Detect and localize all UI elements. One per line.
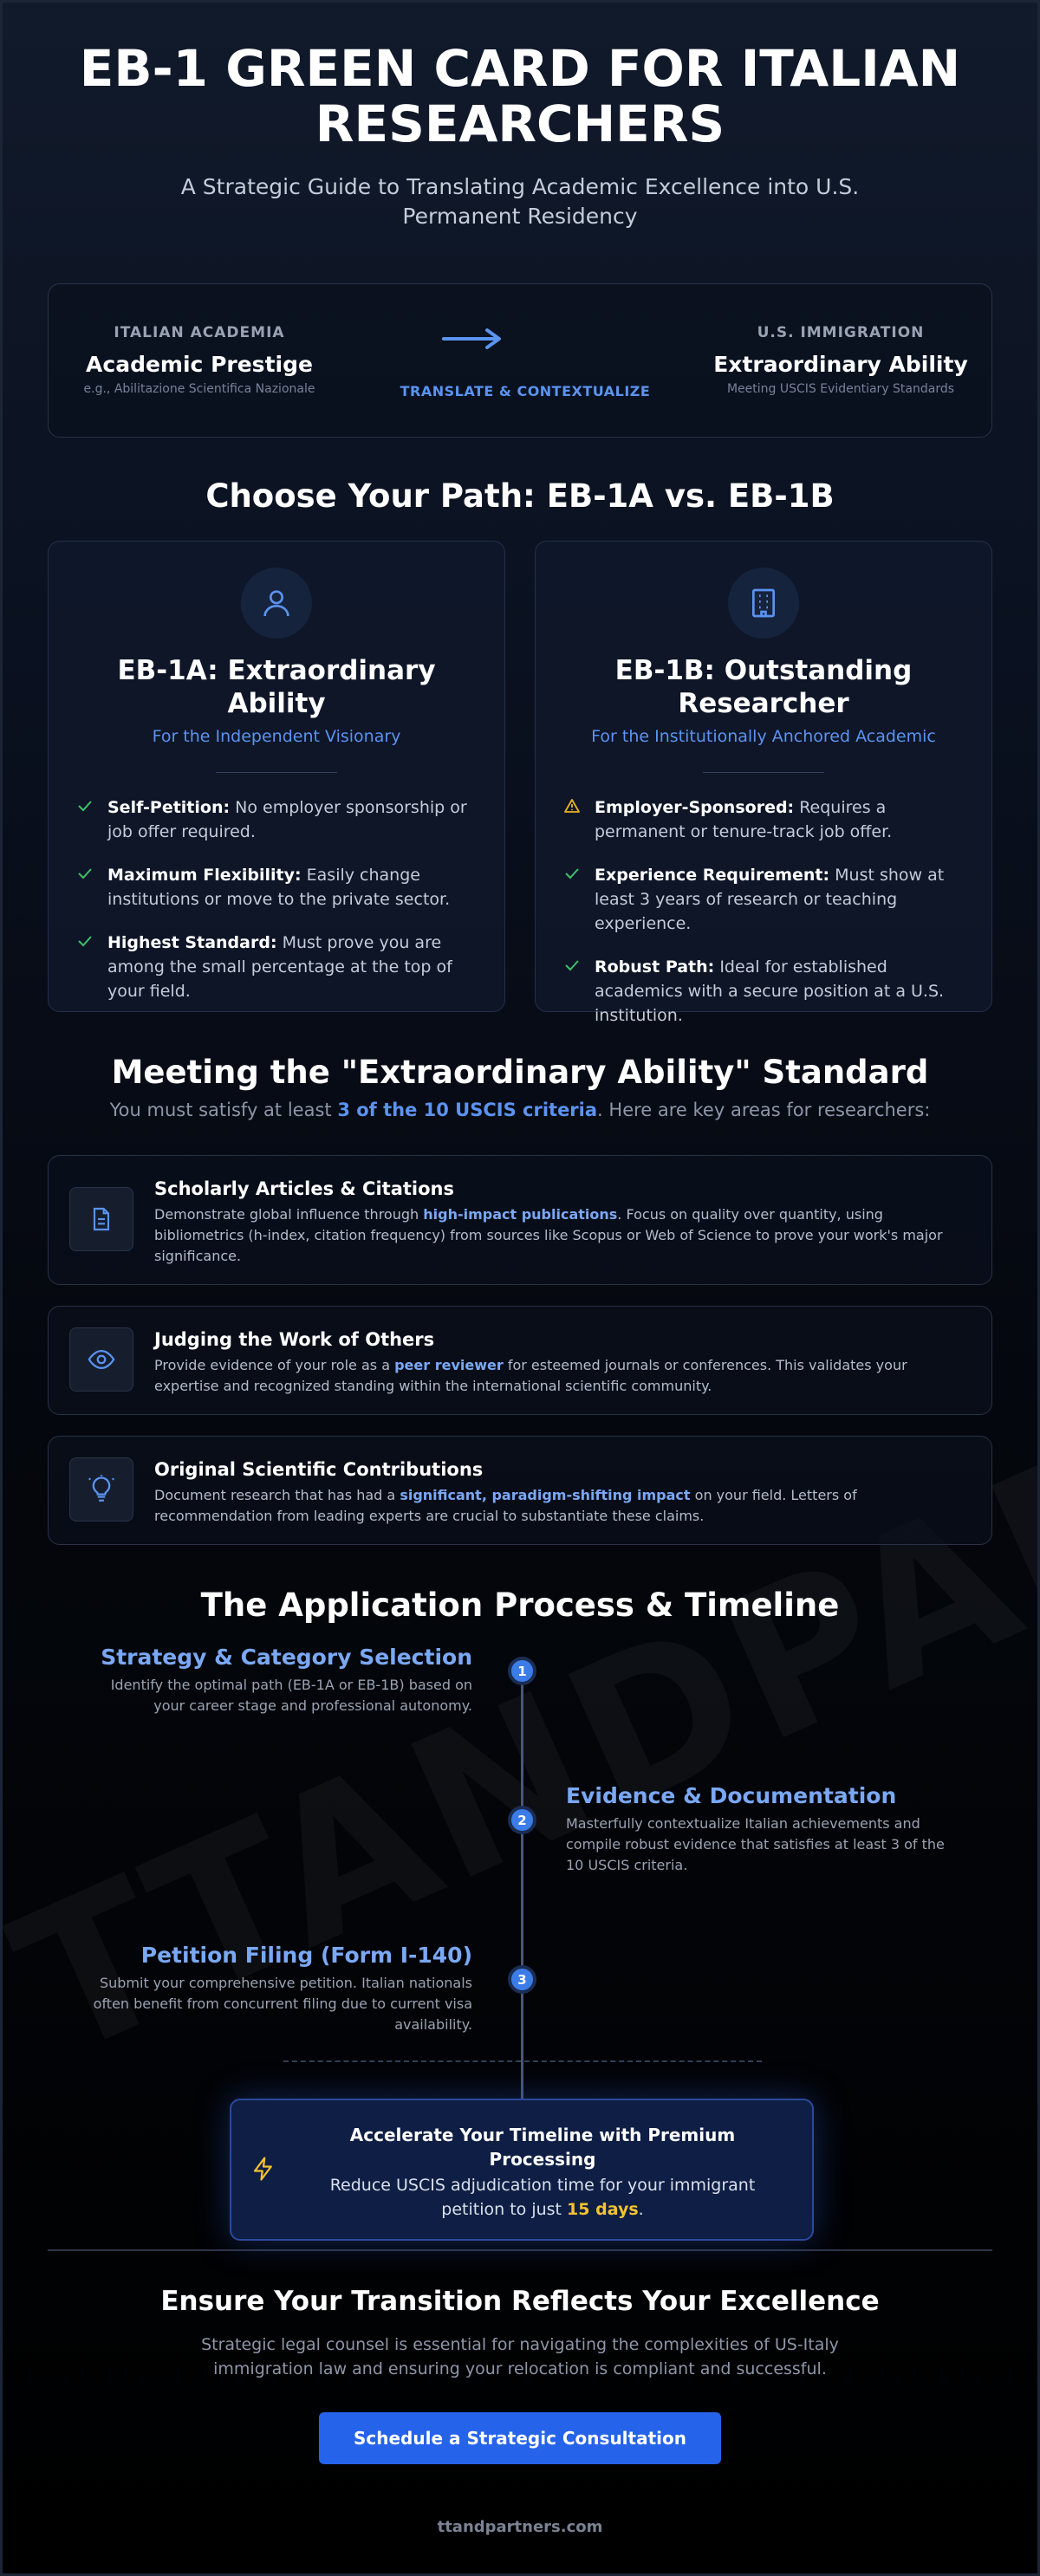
step-title: Strategy & Category Selection (101, 1645, 472, 1670)
list-item (76, 863, 477, 912)
eb1b-card (535, 541, 992, 1025)
criterion-text (154, 1485, 957, 1527)
step-text: Masterfully contextualize Italian achievements and compile robust evidence that satisfies at least 3 of the 10 USCIS criteria. (566, 1815, 945, 1873)
us-immigration-kicker: U.S. IMMIGRATION (757, 324, 925, 341)
italian-academia-column (69, 324, 329, 396)
eb1a-list (76, 795, 477, 1003)
italian-academia-value: Academic Prestige (86, 352, 313, 377)
list-item (563, 795, 964, 844)
item-label: Highest Standard: (107, 933, 277, 952)
criterion-card-judging (48, 1306, 992, 1415)
check-icon (563, 863, 582, 936)
us-immigration-value: Extraordinary Ability (713, 352, 968, 377)
footer-divider (48, 2249, 992, 2251)
premium-processing-box (230, 2099, 814, 2241)
item-text: Easily change institutions or move to the private sector. (107, 866, 451, 909)
timeline-line (521, 1671, 523, 2149)
hero (3, 3, 1037, 231)
divider (216, 772, 337, 773)
premium-title: Accelerate Your Timeline with Premium Processing (349, 2125, 736, 2170)
paths-title: Choose Your Path: EB-1A vs. EB-1B (205, 477, 835, 515)
dashed-divider (283, 2060, 762, 2062)
step-number-2: 2 (508, 1806, 536, 1834)
item-label: Experience Requirement: (595, 866, 830, 885)
criterion-text-before: Demonstrate global influence through (154, 1206, 424, 1223)
premium-text-before: Reduce USCIS adjudication time for your immigrant petition to just (329, 2176, 756, 2219)
divider (703, 772, 824, 773)
list-item (563, 863, 964, 936)
criterion-highlight: high-impact publications (423, 1206, 618, 1223)
step-title: Petition Filing (Form I-140) (140, 1943, 472, 1968)
item-label: Self-Petition: (107, 798, 231, 817)
item-text: Ideal for established academics with a secure position at a U.S. institution. (595, 957, 945, 1025)
eb1a-tagline: For the Independent Visionary (152, 727, 401, 746)
criterion-text-after: . Focus on quality over quantity, using bibliometrics (h-index, citation frequency) from sources like Scopus or Web of Science to prove your work's major significance. (154, 1206, 943, 1264)
item-text: Must show at least 3 years of research or teaching experience. (595, 866, 945, 933)
warning-icon (563, 795, 582, 844)
premium-text (297, 2173, 788, 2222)
check-icon (76, 931, 95, 1003)
criterion-text-before: Document research that has had a (154, 1487, 400, 1503)
criterion-highlight: significant, paradigm-shifting impact (400, 1487, 691, 1503)
step-text: Submit your comprehensive petition. Italian nationals often benefit from concurrent filing due to current visa availability. (93, 1975, 472, 2033)
criterion-title: Judging the Work of Others (154, 1329, 435, 1350)
criterion-highlight: peer reviewer (394, 1357, 504, 1373)
criterion-text-before: Provide evidence of your role as a (154, 1357, 395, 1373)
eb1a-card (48, 541, 505, 1012)
eb1b-list (563, 795, 964, 1028)
criterion-text-after: on your field. Letters of recommendation from leading experts are crucial to substantiate these claims. (154, 1487, 857, 1524)
criterion-card-articles (48, 1155, 992, 1285)
cta-subtitle: Strategic legal counsel is essential for navigating the complexities of US-Italy immigration law and ensuring your relocation is compliant and successful. (201, 2335, 839, 2378)
premium-highlight: 15 days (567, 2200, 639, 2219)
us-immigration-column (711, 324, 971, 396)
eb1b-tagline: For the Institutionally Anchored Academic (591, 727, 936, 746)
item-text: No employer sponsorship or job offer required. (107, 798, 467, 841)
criterion-text (154, 1355, 957, 1397)
timeline-step-2 (566, 1783, 947, 1876)
criterion-text-after: for esteemed journals or conferences. This validates your expertise and recognized standing within the international scientific community. (154, 1357, 907, 1394)
list-item (76, 931, 477, 1003)
translate-label: TRANSLATE & CONTEXTUALIZE (400, 383, 651, 399)
item-label: Robust Path: (595, 957, 715, 977)
standard-sub-after: . Here are key areas for researchers: (597, 1100, 931, 1120)
item-text: Requires a permanent or tenure-track job offer. (595, 798, 893, 841)
eye-icon (69, 1327, 133, 1392)
step-number-3: 3 (508, 1965, 536, 1994)
document-icon (69, 1187, 133, 1251)
item-label: Employer-Sponsored: (595, 798, 795, 817)
timeline-step-3 (91, 1943, 472, 2035)
eb1b-title: EB-1B: Outstanding Researcher (614, 655, 913, 719)
criterion-title: Scholarly Articles & Citations (154, 1178, 454, 1199)
criterion-text (154, 1204, 957, 1267)
arrow-right-icon (387, 328, 664, 350)
path-cards (48, 541, 992, 1025)
translate-panel (48, 283, 992, 438)
check-icon (76, 795, 95, 844)
lightbulb-icon (69, 1457, 133, 1522)
lightning-icon (250, 2154, 276, 2187)
italian-academia-kicker: ITALIAN ACADEMIA (114, 324, 285, 341)
building-icon (728, 568, 799, 639)
cta-title: Ensure Your Transition Reflects Your Excellence (160, 2286, 880, 2317)
item-label: Maximum Flexibility: (107, 866, 302, 885)
list-item (563, 955, 964, 1028)
check-icon (563, 955, 582, 1028)
criterion-card-contributions (48, 1436, 992, 1545)
italian-academia-note: e.g., Abilitazione Scientifica Nazionale (83, 382, 315, 396)
standard-sub-before: You must satisfy at least (109, 1100, 338, 1120)
standard-sub-highlight: 3 of the 10 USCIS criteria (337, 1100, 598, 1120)
eb1a-title: EB-1A: Extraordinary Ability (117, 655, 436, 719)
translate-middle (387, 328, 664, 399)
standard-title: Meeting the "Extraordinary Ability" Standard (111, 1054, 929, 1091)
premium-text-after: . (638, 2200, 644, 2219)
page-subtitle: A Strategic Guide to Translating Academic Excellence into U.S. Permanent Residency (180, 174, 860, 229)
list-item (76, 795, 477, 844)
user-icon (241, 568, 312, 639)
process-timeline (3, 1636, 1037, 2234)
step-title: Evidence & Documentation (566, 1783, 897, 1808)
step-text: Identify the optimal path (EB-1A or EB-1B) based on your career stage and professional autonomy. (110, 1677, 472, 1714)
cta-section (3, 2286, 1037, 2536)
site-url[interactable]: ttandpartners.com (437, 2518, 603, 2536)
step-number-1: 1 (508, 1657, 536, 1685)
schedule-consultation-button[interactable]: Schedule a Strategic Consultation (319, 2412, 721, 2464)
criterion-title: Original Scientific Contributions (154, 1459, 484, 1480)
timeline-step-1 (91, 1645, 472, 1716)
standard-subtitle (3, 1100, 1037, 1120)
item-text: Must prove you are among the small percentage at the top of your field. (107, 933, 452, 1001)
page-title: EB-1 GREEN CARD FOR ITALIAN RESEARCHERS (79, 39, 961, 153)
check-icon (76, 863, 95, 912)
us-immigration-note: Meeting USCIS Evidentiary Standards (726, 382, 955, 396)
process-title: The Application Process & Timeline (200, 1586, 840, 1624)
